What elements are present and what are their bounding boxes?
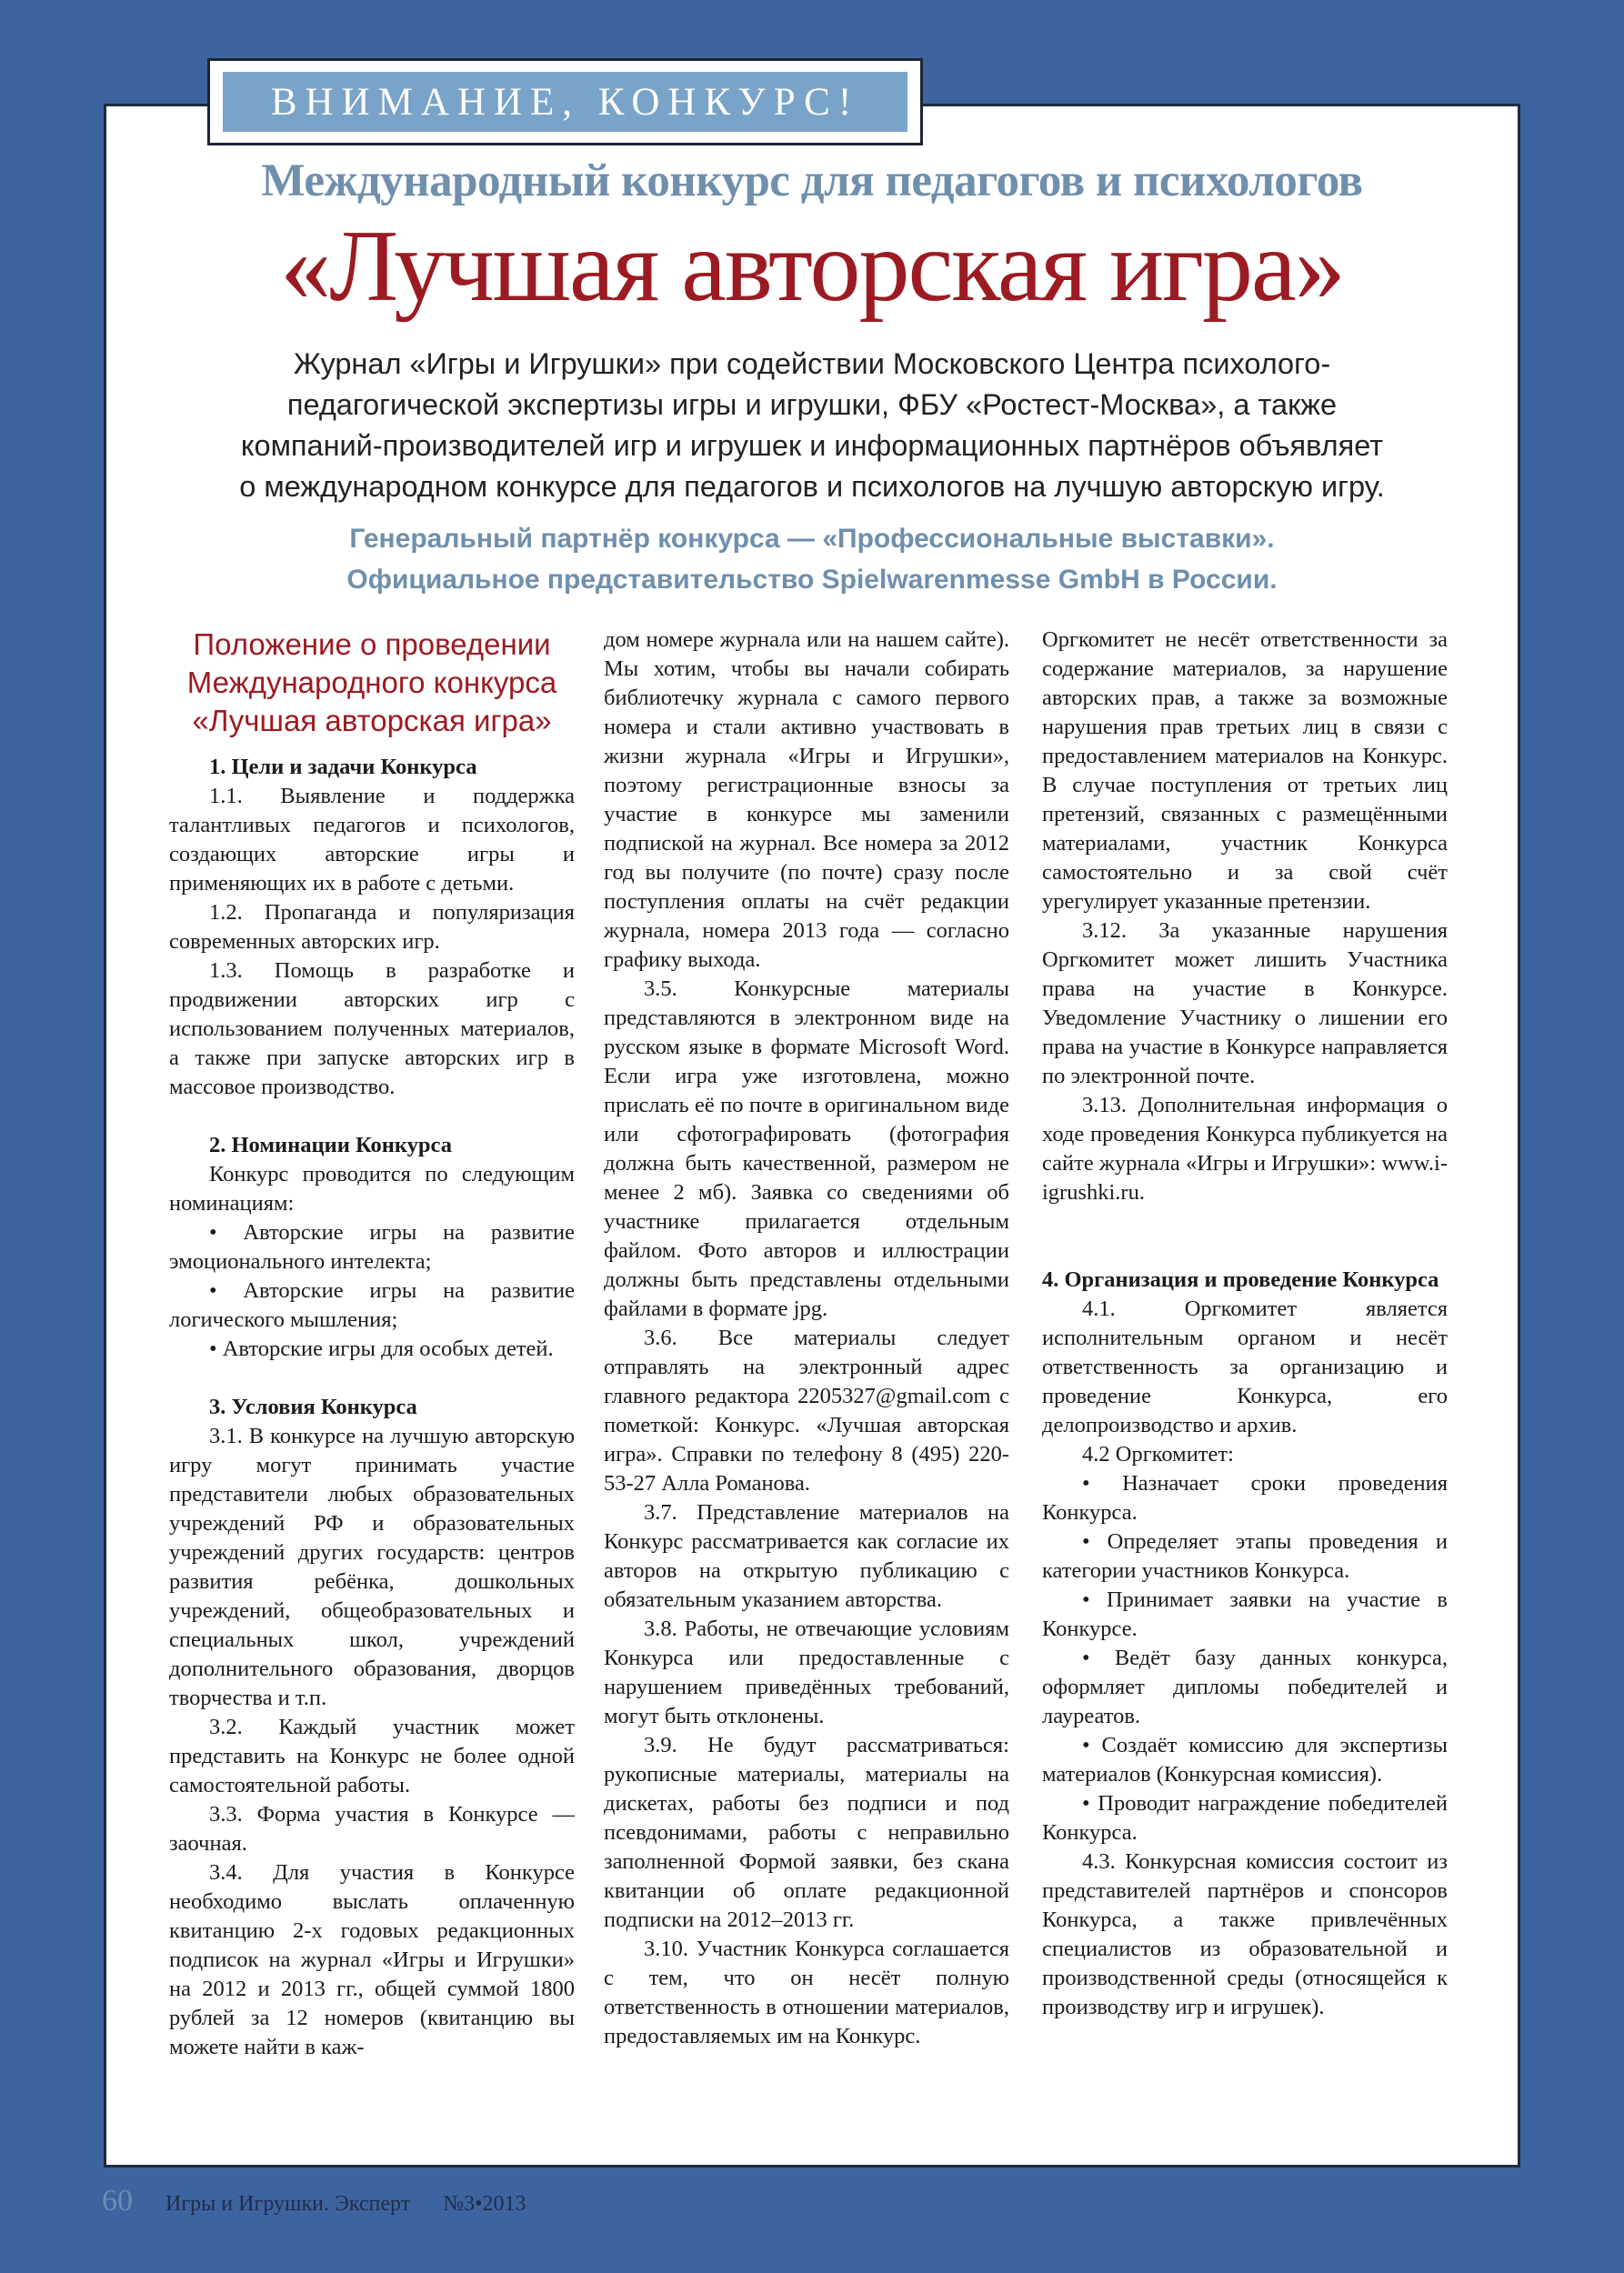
bullet-item: • Назначает сроки проведения Конкурса. [1042, 1471, 1448, 1525]
section-heading: 3. Условия Конкурса [209, 1395, 417, 1419]
column-3 [1042, 626, 1448, 2022]
bullet-item: • Авторские игры для особых детей. [209, 1337, 554, 1361]
paragraph: 3.3. Форма участия в Конкурсе — заочная. [169, 1802, 575, 1856]
section-heading: 4. Организация и проведение Конкурса [1042, 1267, 1439, 1292]
issue-number: №3•2013 [443, 2192, 526, 2216]
paragraph: 3.7. Представление материалов на Конкурс рассматривается как согласие их авторов на открытую публикацию с обязательным указанием авторства. [604, 1500, 1009, 1612]
paragraph: дом номере журнала или на нашем сайте). Мы хотим, чтобы вы начали собирать библиотечку журнала с самого первого номера и стали активно участвовать в жизни журнала «Игры и Игрушки», поэтому регистрационные взносы за участие в конкурсе мы заменили подпиской на журнал. Все номера за 2012 год вы получите (по почте) сразу после поступления оплаты на счёт редакции журнала, номера 2013 года — согласно графику выхода. [604, 627, 1009, 972]
lead-line: о международном конкурсе для педагогов и психологов на лучшую авторскую игру. [239, 470, 1385, 503]
lead-line: педагогической экспертизы игры и игрушки, ФБУ «Ростест-Москва», а также [286, 388, 1338, 421]
column-1 [169, 626, 575, 2062]
section-badge-fill [223, 72, 907, 132]
spacer [169, 1364, 575, 1393]
paragraph: 4.2 Оргкомитет: [1082, 1442, 1234, 1467]
paragraph: 3.13. Дополнительная информация о ходе проведения Конкурса публикуется на сайте журнала «Игры и Игрушки»: www.i-igrushki.ru. [1042, 1093, 1448, 1205]
paragraph: 3.6. Все материалы следует отправлять на электронный адрес главного редактора 2205327@gmail.com с пометкой: Конкурс. «Лучшая авторская игра». Справки по телефону 8 (495) 220-53-27 Алла Романова. [604, 1326, 1009, 1496]
paragraph: 1.2. Пропаганда и популяризация современных авторских игр. [169, 900, 575, 954]
paragraph: 3.5. Конкурсные материалы представляются в электронном виде на русском языке в формате Microsoft Word. Если игра уже изготовлена, можно прислать её по почте в оригинальном виде или сфотографировать (фотография должна быть качественной, размером не менее 2 мб). Заявка со сведениями об участнике прилагается отдельным файлом. Фото авторов и иллюстрации должны быть представлены отдельными файлами в формате jpg. [604, 976, 1009, 1321]
bullet-item: • Авторские игры на развитие эмоционального интелекта; [169, 1220, 575, 1274]
page-number: 60 [102, 2184, 133, 2218]
paragraph: 3.12. За указанные нарушения Оргкомитет может лишить Участника права на участие в Конкурсе. Уведомление Участнику о лишении его права на участие в Конкурсе направляется по электронной почте. [1042, 918, 1448, 1088]
section-badge [207, 58, 923, 145]
paragraph: 1.1. Выявление и поддержка талантливых педагогов и психологов, создающих авторские игры и применяющих их в работе с детьми. [169, 784, 575, 896]
paragraph: 3.4. Для участия в Конкурсе необходимо выслать оплаченную квитанцию 2-х годовых редакционных подписок на журнал «Игры и Игрушки» на 2012 и 2013 гг., общей суммой 1800 рублей за 12 номеров (квитанцию вы можете найти в каж- [169, 1860, 575, 2059]
lead-line: Журнал «Игры и Игрушки» при содействии Московского Центра психолого- [293, 347, 1331, 380]
magazine-name: Игры и Игрушки. Эксперт [165, 2192, 411, 2216]
bullet-item: • Принимает заявки на участие в Конкурсе. [1042, 1587, 1448, 1641]
partner-line: Официальное представительство Spielwarenmesse GmbH в России. [346, 565, 1278, 595]
article-supertitle: Международный конкурс для педагогов и психологов [261, 155, 1363, 206]
bullet-item: • Создаёт комиссию для экспертизы материалов (Конкурсная комиссия). [1042, 1733, 1448, 1787]
section-badge-text: ВНИМАНИЕ, КОНКУРС! [270, 80, 860, 124]
lead-paragraph [149, 344, 1475, 507]
regulations-title: Положение о проведении Международного конкурса «Лучшая авторская игра» [186, 627, 557, 737]
section-heading: 1. Цели и задачи Конкурса [209, 755, 477, 779]
paragraph: 1.3. Помощь в разработке и продвижении авторских игр с использованием полученных материалов, а также при запуске авторских игр в массовое производство. [169, 958, 575, 1099]
paragraph: 4.1. Оргкомитет является исполнительным органом и несёт ответственность за организацию и проведение Конкурса, его делопроизводство и архив. [1042, 1297, 1448, 1437]
page-footer [102, 2184, 526, 2218]
paragraph: 3.8. Работы, не отвечающие условиям Конкурса или предоставленные с нарушением приведённых требований, могут быть отклонены. [604, 1617, 1009, 1728]
paragraph: 4.3. Конкурсная комиссия состоит из представителей партнёров и спонсоров Конкурса, а также привлечённых специалистов из образовательной и производственной среды (относящейся к производству игр и игрушек). [1042, 1849, 1448, 2019]
section-heading: 2. Номинации Конкурса [209, 1133, 452, 1157]
paragraph: Конкурс проводится по следующим номинациям: [169, 1162, 575, 1216]
bullet-item: • Авторские игры на развитие логического мышления; [169, 1278, 575, 1332]
paragraph: 3.1. В конкурсе на лучшую авторскую игру могут принимать участие представители любых образовательных учреждений РФ и образовательных учреждений других государств: центров развития ребёнка, дошкольных учреждений, общеобразовательных и специальных школ, учреждений дополнительного образования, дворцов творчества и т.п. [169, 1424, 575, 1710]
spacer [169, 1102, 575, 1131]
bullet-item: • Проводит награждение победителей Конкурса. [1042, 1791, 1448, 1845]
partner-note [149, 518, 1475, 600]
article-title: «Лучшая авторская игра» [280, 210, 1344, 323]
paragraph: Оргкомитет не несёт ответственности за содержание материалов, за нарушение авторских прав, а также за возможные нарушения прав третьих лиц в связи с предоставлением материалов на Конкурс. В случае поступления от третьих лиц претензий, связанных с размещёнными материалами, участник Конкурса самостоятельно и за свой счёт урегулирует указанные претензии. [1042, 627, 1448, 914]
paragraph: 3.2. Каждый участник может представить на Конкурс не более одной самостоятельной работы. [169, 1715, 575, 1797]
spacer [1042, 1207, 1448, 1266]
paragraph: 3.10. Участник Конкурса соглашается с тем, что он несёт полную ответственность в отношении материалов, предоставляемых им на Конкурс. [604, 1937, 1009, 2048]
lead-line: компаний-производителей игр и игрушек и информационных партнёров объявляет [240, 429, 1384, 462]
partner-line: Генеральный партнёр конкурса — «Профессиональные выставки». [349, 524, 1275, 554]
bullet-item: • Определяет этапы проведения и категории участников Конкурса. [1042, 1529, 1448, 1583]
paragraph: 3.9. Не будут рассматриваться: рукописные материалы, материалы на дискетах, работы без подписи и под псевдонимами, работы с неправильно заполненной Формой заявки, без скана квитанции об оплате редакционной подписки на 2012–2013 гг. [604, 1733, 1009, 1932]
bullet-item: • Ведёт базу данных конкурса, оформляет дипломы победителей и лауреатов. [1042, 1646, 1448, 1728]
column-2 [604, 626, 1009, 2051]
